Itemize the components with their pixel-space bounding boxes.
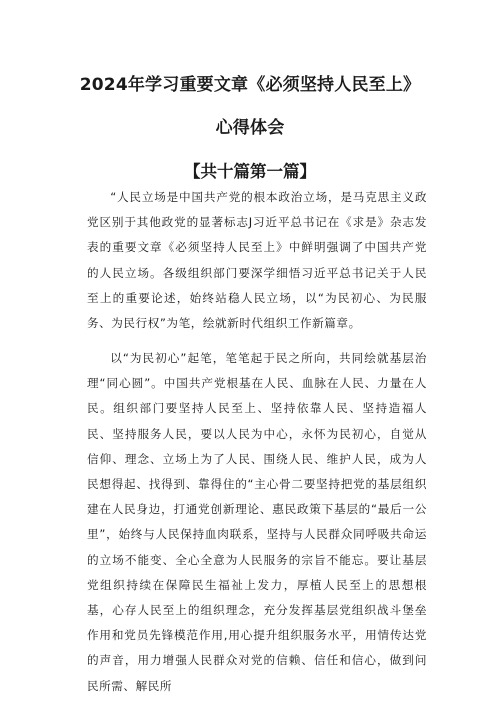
paragraph-1 [87,185,427,336]
paragraph-2 [87,346,427,699]
document-title-line2: 心得体会 [215,118,285,138]
paragraph-text: “人民立场是中国共产党的根本政治立场，是马克思主义政党区别于其他政党的显著标志J习近平总书记在《求是》杂志发表的重要文章《必须坚持人民至上》中鲜明强调了中国共产党的人民立场。各级组织部门要深学细悟习近平总书记关于人民至上的重要论述，始终站稳人民立场，以“为民初心、为民服务、为民行权”为笔，绘就新时代组织工作新篇章。 [87,190,427,331]
document-title: 2024年学习重要文章《必须坚持人民至上》 [79,75,421,95]
document-subtitle: 【共十篇第一篇】 [184,162,316,181]
paragraph-text: 以“为民初心”起笔，笔笔起于民之所向，共同绘就基层治理“同心圆”。中国共产党根基在人民、血脉在人民、力量在人民。组织部门要坚持人民至上、坚持依靠人民、坚持造福人民、坚持服务人民，要以人民为中心，永怀为民初心，自觉从信仰、理念、立场上为了人民、围绕人民、维护人民，成为人民想得起、找得到、靠得住的“主心骨二要坚持把党的基层组织建在人民身边，打通党创新理论、惠民政策下基层的“最后一公里”，始终与人民保持血肉联系，坚持与人民群众同呼吸共命运的立场不能变、全心全意为人民服务的宗旨不能忘。要让基层党组织持续在保障民生福祉上发力，厚植人民至上的思想根基，心存人民至上的组织理念，充分发挥基层党组织战斗堡垒作用和党员先锋模范作用,用心提升组织服务水平，用情传达党的声音，用力增强人民群众对党的信赖、信任和信心，做到问民所需、解民所 [87,351,427,693]
